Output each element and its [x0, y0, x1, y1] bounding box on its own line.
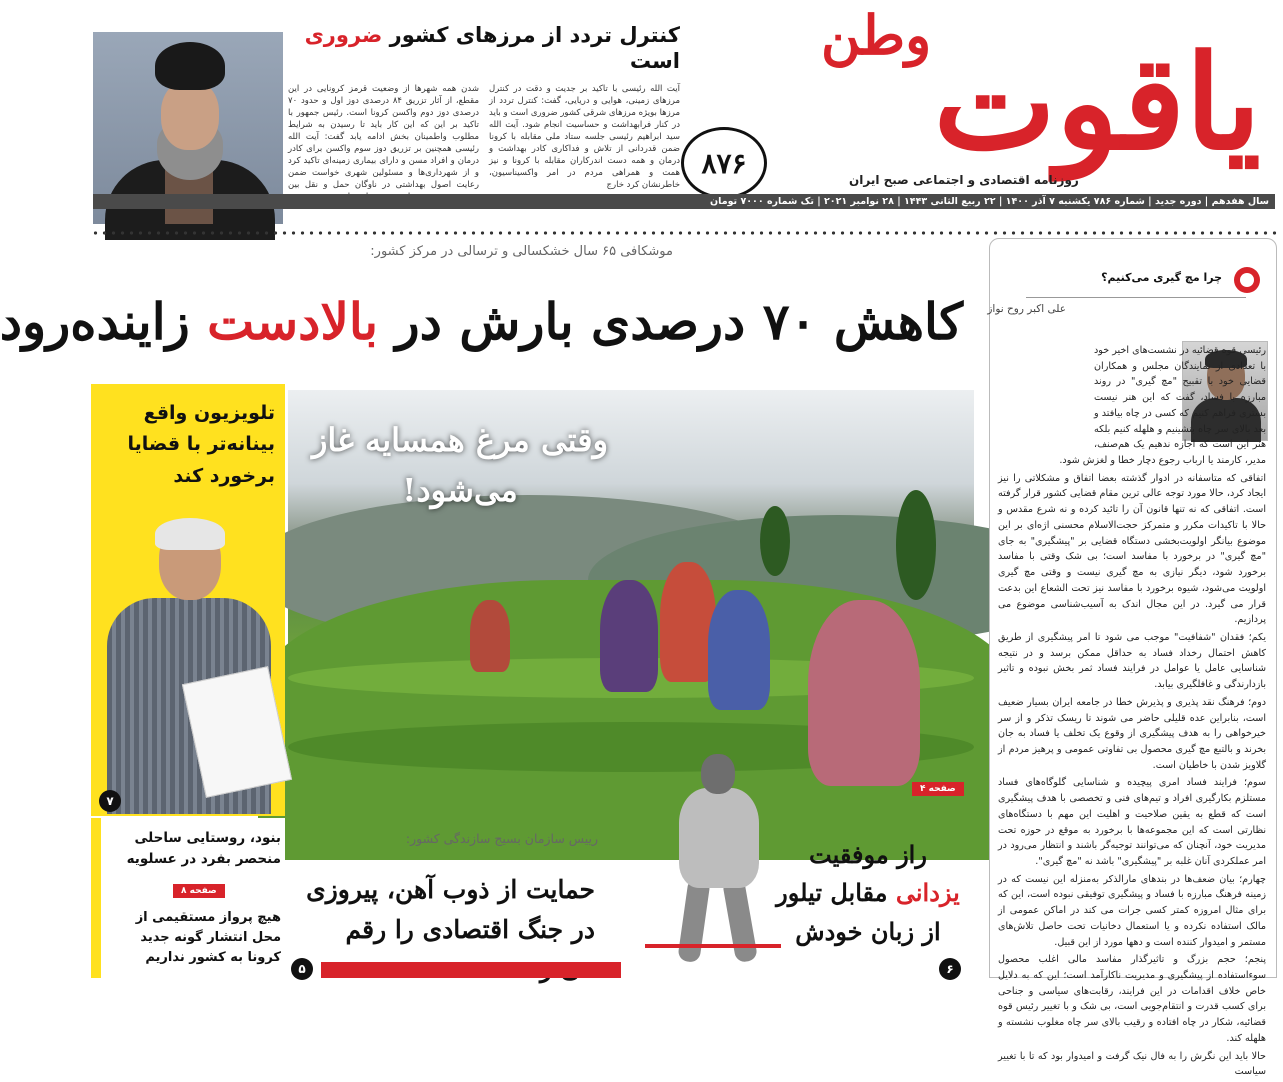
editorial-column [987, 238, 1277, 1078]
column-body [998, 343, 1266, 1082]
wrestling-title-end: مقابل تیلور از زبان خودش [776, 878, 941, 946]
bottom-left-stories [91, 818, 285, 978]
newspaper-logo[interactable] [801, 3, 1261, 198]
column-paragraph: دوم؛ فرهنگ نقد پذیری و پذیرش خطا در جامعه ایران بسیار ضعیف است، بنابراین عده قلیلی حاضر می شوند تا ریسک تذکر و از سر خیرخواهی را به هدف پیشگیری از وقوع یک تخلف یا فساد به جان بخرند و بالتبع مچ گیری محصول بی تفاوتی عمومی و پرهیز مردم از گلاویز شدن با خاطیان است. [998, 696, 1266, 771]
column-title-row[interactable] [990, 265, 1278, 295]
steel-story-bar [321, 962, 621, 978]
column-divider [1026, 297, 1246, 298]
column-paragraph: سوم؛ فرایند فساد امری پیچیده و شناسایی گلوگاه‌های فساد مستلزم بکارگیری افراد و تیم‌های فنی و تخصصی با هدف پیشگیری است که قطع به یقین صلاحیت و اهلیت این مهم با دستگاه‌های نظارتی است که این مجموعه‌ها با برخورد به موقع در حوزه تحت مدیریت خود، آنچنان که می‌توانند توجیه‌گر باشند و انتظار می‌رود در امر عملکردی آنان غلبه بر "پیشگیری" باشد نه "مچ گیری". [998, 777, 1266, 867]
top-news-title-black: کنترل تردد از مرزهای کشور [389, 23, 680, 47]
issue-number-badge: ۸۷۶ [681, 127, 767, 199]
masthead [83, 0, 1283, 225]
logo-small-text: وطن [821, 3, 932, 67]
dateline-bar: سال هفدهم | دوره جدید | شماره ۷۸۶ یکشنبه ۷ آذر ۱۴۰۰ | ۲۲ ربیع الثانی ۱۴۴۳ | ۲۸ نوامبر ۲۰۲۱ | تک شماره ۷۰۰۰ تومان [93, 194, 1275, 209]
tea-photo-caption: وقتی مرغ همسایه غاز می‌شود! [311, 421, 609, 509]
top-news-title-end: است [629, 49, 680, 74]
tv-story-page-number: ۷ [99, 790, 121, 812]
steel-story-supertitle: رییس سازمان بسیج سازندگی کشور: [405, 831, 598, 846]
wrestling-title-start: راز موفقیت [809, 840, 927, 869]
column-paragraph: اتفاقی که متاسفانه در ادوار گذشته بعضا اتفاق و مشکلاتی را نیز ایجاد کرد، حالا مورد توجه عالی ترین مقام قضایی کشور قرار گرفته است. اتفاقی که نه تنها قانون آن را تائید کرده و نه شرع مقدس و حالا با تاکیدات مکرر و متمرکز حجت‌الاسلام محسنی اژه‌ای بر این موضوع بیانگر اولویت‌بخشی دستگاه قضایی بر "پیشگیری" به جای "مچ گیری" در برخورد با مفاسد است؛ بی شک وقتی با مفاسد برخورد شود، دیگر نیازی به مچ گیری نیست و وقتی مچ گیری اولویت می‌شود، شیوه برخورد با مفاسد نیز تحت الشعاع این بدعت قرار می گیرد. در این مجال اندک به آسیب‌شناسی موضوع می پردازیم. [998, 472, 1266, 626]
steel-story-title[interactable]: حمایت از ذوب آهن، پیروزی در جنگ اقتصادی را رقم [306, 875, 595, 944]
lead-supertitle: موشکافی ۶۵ سال خشکسالی و ترسالی در مرکز کشور: [370, 244, 673, 259]
column-logo-icon [1234, 267, 1260, 293]
yellow-accent-bar [91, 818, 101, 978]
lead-headline-start: کاهش ۷۰ درصدی بارش در [378, 292, 963, 351]
bonud-page-tag: صفحه ۸ [173, 884, 225, 898]
tea-plantation-photo[interactable] [288, 390, 974, 815]
lead-headline[interactable] [0, 292, 963, 352]
wrestling-story-page-number: ۶ [939, 958, 961, 980]
man-with-papers-photo [93, 514, 281, 814]
lead-headline-end: زاینده‌رود [0, 292, 208, 351]
logo-main-text: یاقوت [933, 26, 1261, 179]
lead-headline-red: بالادست [207, 292, 379, 351]
top-news-title-red: ضروری [304, 23, 383, 47]
wrestling-title-red: یزدانی [895, 878, 960, 908]
top-news-column-left: شدن همه شهرها از وضعیت قرمز کرونایی در این مقطع، از آثار تزریق ۸۴ درصدی دوز اول و حدود ۷۰ درصدی دوز دوم واکسن کرونا است. رئیس جمهور با تاکید بر این که این کار باید تا رسیدن به شرایط مطلوب واطمینان بخش ادامه یابد گفت: آیت الله رئیسی همچنین بر تزریق دوز سوم واکسن برای کادر درمان و افراد مسن و دارای بیماری زمینه‌ای تاکید کرد و از شهرداری‌ها و مسئولین شهری خواست ضمن رعایت اصول بهداشتی در ناوگان حمل و نقل بین [288, 83, 480, 190]
top-news-title[interactable] [288, 22, 680, 75]
column-paragraph: پنجم؛ حجم بزرگ و تاثیرگذار مفاسد مالی اغلب محصول سوءاستفاده از پیشگیری و مدیریت ناکارآمد است؛ این که به دلایل خاص خلاف اقدامات در این فرایند، رقابت‌های سیاسی و جناحی برای کسب قدرت و انتقام‌جویی است، بی شک و با تغییر رئیس قوه قضائیه، شکار در چاه افتاده و رقیب بالای سر چاه مغلوب نشسته و هلهله کند. [998, 954, 1266, 1044]
wrestling-story-title[interactable] [773, 836, 963, 951]
steel-story-page-number: ۵ [291, 958, 313, 980]
dotted-divider [91, 229, 1281, 237]
column-paragraph: رئیسی قوه قضائیه در نشست‌های اخیر خود با تعدادی از نمایندگان مجلس و همکاران قضایی خود با تقبیح "مچ گیری" در روند مبارزه با فساد، گفت که این هنر نیست بستری فراهم کنیم که کسی در چاه بیافتد و بعد بالای سر چاه بنشینیم و هلهله کنیم بلکه هنر این است که اجازه ندهیم یک هم‌صنف، مدیر، کارمند یا ارباب رجوع دچار خطا و لغزش شود. [1059, 345, 1266, 467]
column-title: چرا مچ گیری می‌کنیم؟ [1101, 271, 1222, 284]
column-paragraph: چهارم؛ بیان ضعف‌ها در بندهای مارالذکر به‌منزله این نیست که در زمینه فرهنگ مبارزه با فساد و پیشگیری توفیقی نبوده است، این که برای مثال امروزه کمتر کسی جرات می کند در اماکن عمومی از مالک استفاده نکرده و یا استعمال دخانیات تحت حاصل تلاش‌های مستمر و امیدوار کننده است و دهها مورد از این قبیل. [998, 873, 1266, 948]
top-news-column-right: آیت الله رئیسی با تاکید بر جدیت و دقت در کنترل مرزهای زمینی، هوایی و دریایی، گفت: کنترل تردد از مرزها بویژه مرزهای شرقی کشور ضروری است و باید در کنار فرابهداشت و حساسیت انجام شود. آیت الله سید ابراهیم رئیسی جلسه ستاد ملی مقابله با کرونا ضمن قدردانی از تلاش و فداکاری کادر بهداشت و درمان و همه دست اندرکاران مقابله با کرونا و نیز همت و همراهی مردم در امر واکسیناسیون، خاطرنشان کرد خارج [489, 83, 680, 190]
column-paragraph: یکم؛ فقدان "شفافیت" موجب می شود تا امر پیشگیری از طریق کاهش احتمال رخداد فساد به حداقل ممکن برسد و در نتیجه شناسایی عامل یا عوامل در فرایند فساد ثمر بخش نبوده و تاثیر بازدارندگی و غافلگیری بیابد. [998, 631, 1266, 691]
tea-photo-page-tag: صفحه ۴ [912, 782, 964, 796]
bonud-village-story[interactable]: بنود، روستایی ساحلی منحصر بفرد در عسلویه [126, 830, 281, 867]
logo-tagline: روزنامه اقتصادی و اجتماعی صبح ایران [849, 173, 1079, 187]
wrestler-photo [643, 748, 783, 968]
column-author: علی اکبر روح نواز [987, 303, 1066, 315]
tv-story-title: تلویزیون واقع بینانه‌تر با قضایا برخورد کند [127, 402, 275, 487]
tv-story-box[interactable] [91, 384, 285, 816]
covid-flight-story[interactable]: هیچ پرواز مستقیمی از محل انتشار گونه جدید کرونا به کشور نداریم [135, 910, 281, 966]
column-paragraph: حالا باید این نگرش را به فال نیک گرفت و امیدوار بود که تا با تغییر سیاست [998, 1050, 1266, 1078]
top-news-story[interactable] [288, 22, 680, 197]
